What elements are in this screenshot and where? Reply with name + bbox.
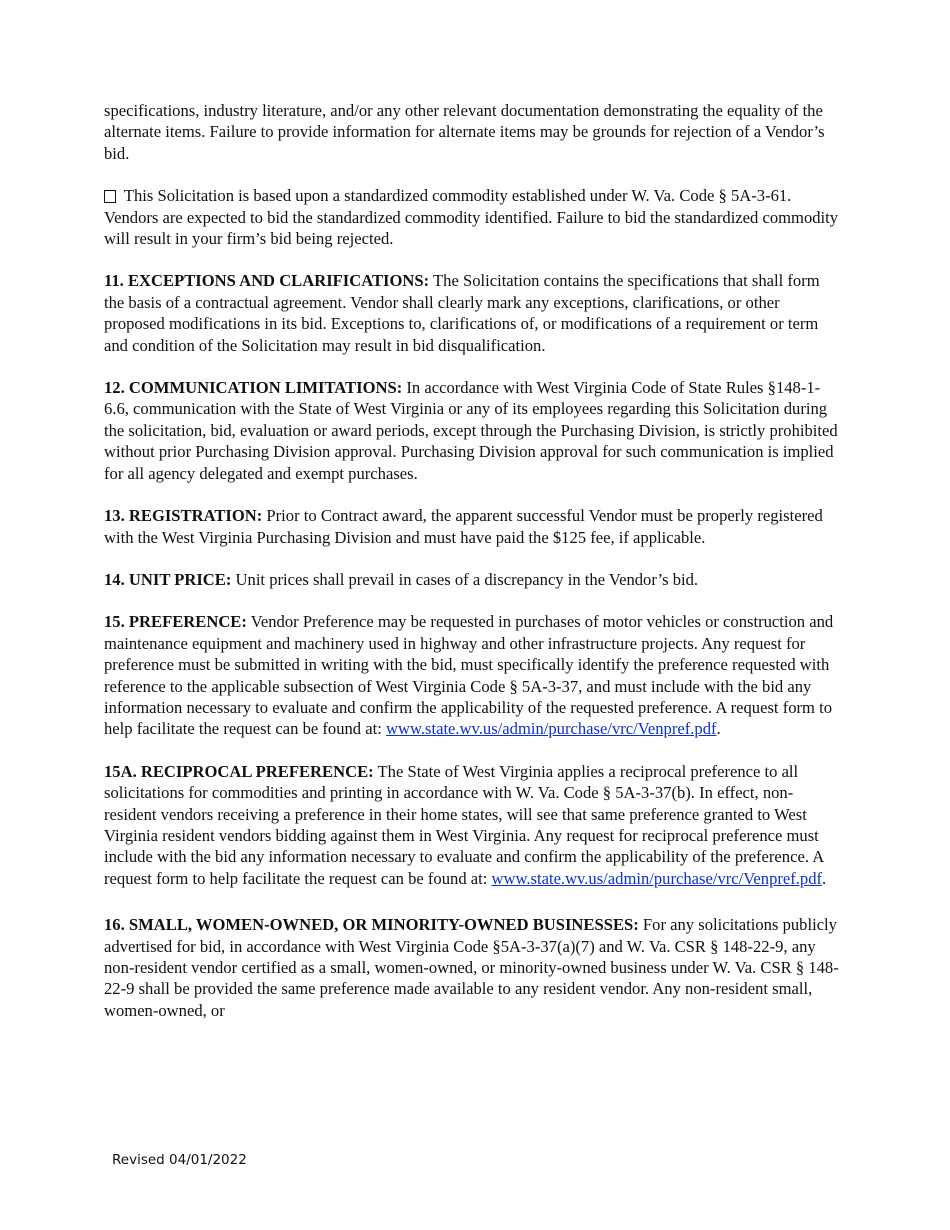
document-page (104, 100, 840, 1021)
section-15a-reciprocal-preference (104, 761, 840, 889)
section-body: For any solicitations publicly advertised for bid, in accordance with West Virginia Code §5A-3-37(a)(7) and W. Va. CSR § 148-22-9, any non-resident vendor certified as a small, women-owned, or minority-owned business under W. Va. CSR § 148-22-9 shall be provided the same preference made available to any resident vendor. Any non-resident small, women-owned, or (104, 915, 839, 1020)
section-heading: 15A. RECIPROCAL PREFERENCE: (104, 761, 374, 781)
section-13-registration (104, 505, 840, 548)
section-11-exceptions (104, 270, 840, 356)
section-body-end: . (716, 719, 721, 739)
intro-paragraph: specifications, industry literature, and/or any other relevant documentation demonstrating the equality of the alternate items. Failure to provide information for alternate items may be grounds for rejection of a Vendor’s bid. (104, 101, 825, 163)
section-heading: 15. PREFERENCE: (104, 612, 247, 632)
section-heading: 14. UNIT PRICE: (104, 569, 232, 589)
section-14-unit-price (104, 569, 840, 590)
section-body-end: . (822, 868, 827, 888)
revision-footer: Revised 04/01/2022 (112, 1152, 247, 1168)
section-12-communication (104, 377, 840, 484)
section-body: Vendor Preference may be requested in purchases of motor vehicles or construction and maintenance equipment and machinery used in highway and other infrastructure projects. Any request for preference must be submitted in writing with the bid, must specifically identify the preference requested with reference to the applicable subsection of West Virginia Code § 5A-3-37, and must include with the bid any information necessary to evaluate and confirm the applicability of the requested preference. A request form to help facilitate the request can be found at: (104, 612, 834, 739)
section-body: Unit prices shall prevail in cases of a discrepancy in the Vendor’s bid. (231, 569, 699, 589)
standardized-commodity-paragraph (104, 185, 840, 249)
section-heading: 13. REGISTRATION: (104, 506, 263, 526)
venpref-link-reciprocal[interactable]: www.state.wv.us/admin/purchase/vrc/Venpref.pdf (491, 868, 823, 888)
section-15-preference (104, 611, 840, 739)
section-body: In accordance with West Virginia Code of State Rules §148-1-6.6, communication with the State of West Virginia or any of its employees regarding this Solicitation during the solicitation, bid, evaluation or award periods, except through the Purchasing Division, is strictly prohibited without prior Purchasing Division approval. Purchasing Division approval for such communication is implied for all agency delegated and exempt purchases. (104, 378, 838, 483)
venpref-link[interactable]: www.state.wv.us/admin/purchase/vrc/Venpref.pdf (385, 719, 717, 739)
standardized-commodity-checkbox[interactable] (104, 190, 116, 203)
standardized-commodity-text: This Solicitation is based upon a standardized commodity established under W. Va. Code § 5A-3-61. Vendors are expected to bid the standardized commodity identified. Failure to bid the standardized commodity will result in your firm’s bid being rejected. (104, 186, 839, 249)
section-heading: 16. SMALL, WOMEN-OWNED, OR MINORITY-OWNED BUSINESSES: (104, 915, 639, 935)
section-16-small-businesses (104, 914, 840, 1021)
section-heading: 11. EXCEPTIONS AND CLARIFICATIONS: (104, 271, 430, 291)
section-body: The Solicitation contains the specifications that shall form the basis of a contractual agreement. Vendor shall clearly mark any exceptions, clarifications, or other proposed modifications in its bid. Exceptions to, clarifications of, or modifications of a requirement or term and condition of the Solicitation may result in bid disqualification. (104, 271, 820, 355)
section-body: Prior to Contract award, the apparent successful Vendor must be properly registered with the West Virginia Purchasing Division and must have paid the $125 fee, if applicable. (104, 506, 823, 547)
section-heading: 12. COMMUNICATION LIMITATIONS: (104, 378, 403, 398)
section-body: The State of West Virginia applies a reciprocal preference to all solicitations for commodities and printing in accordance with W. Va. Code § 5A-3-37(b). In effect, non-resident vendors receiving a preference in their home states, will see that same preference granted to West Virginia resident vendors bidding against them in West Virginia. Any request for reciprocal preference must include with the bid any information necessary to evaluate and confirm the applicability of the preference. A request form to help facilitate the request can be found at: (104, 761, 824, 888)
